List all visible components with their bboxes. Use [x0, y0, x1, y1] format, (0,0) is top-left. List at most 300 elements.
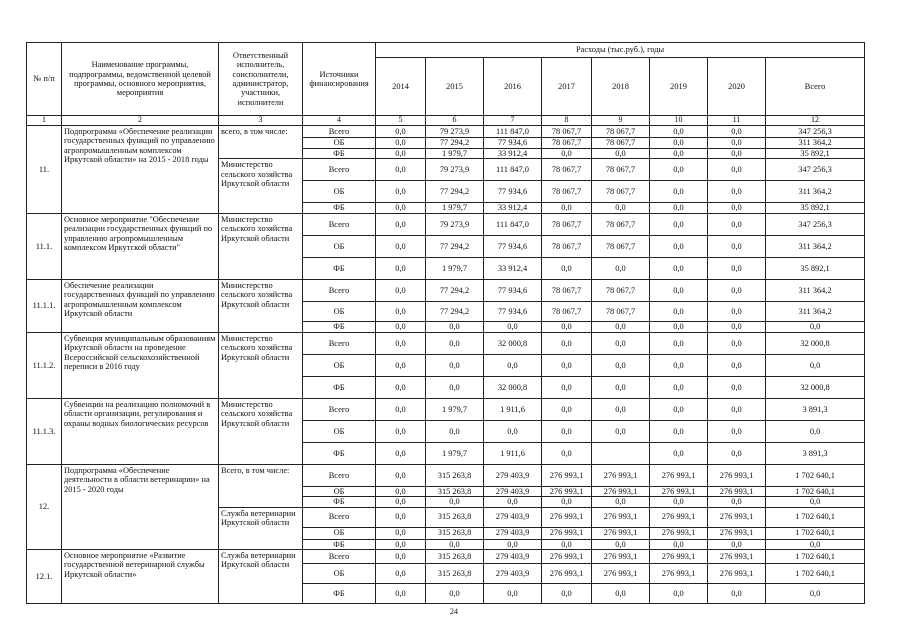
row-value: 0,0: [426, 321, 484, 332]
row-value: 0,0: [542, 442, 592, 464]
row-value: 315 263,8: [426, 564, 484, 584]
row-value: 78 067,7: [542, 181, 592, 203]
row-value: 0,0: [650, 159, 708, 181]
row-value: 78 067,7: [542, 126, 592, 138]
row-value: 32 000,8: [484, 332, 542, 354]
row-value: 276 993,1: [650, 464, 708, 486]
row-value: 0,0: [376, 420, 426, 442]
row-value: 0,0: [376, 203, 426, 213]
column-number: 9: [592, 116, 650, 126]
row-value: 276 993,1: [592, 527, 650, 539]
row-value: 311 364,2: [766, 279, 865, 301]
row-value: 1 979,7: [426, 398, 484, 420]
page-number: 24: [450, 607, 458, 616]
row-value: 78 067,7: [542, 301, 592, 321]
row-value: 0,0: [650, 420, 708, 442]
row-value: [592, 442, 650, 464]
row-value: 0,0: [708, 398, 766, 420]
row-value: 0,0: [484, 321, 542, 332]
row-value: 276 993,1: [650, 564, 708, 584]
row-value: 347 256,3: [766, 159, 865, 181]
row-value: 0,0: [708, 301, 766, 321]
row-value: 79 273,9: [426, 213, 484, 235]
row-value: 32 000,8: [484, 376, 542, 398]
row-source: ФБ: [303, 203, 376, 213]
row-value: 0,0: [650, 126, 708, 138]
row-value: 78 067,7: [542, 213, 592, 235]
row-value: 279 403,9: [484, 486, 542, 496]
row-value: 32 000,8: [766, 376, 865, 398]
row-code: 11.1.1.: [27, 279, 62, 332]
table-row: [27, 550, 865, 564]
row-value: 1 979,7: [426, 149, 484, 159]
row-value: 0,0: [650, 376, 708, 398]
row-value: 0,0: [708, 126, 766, 138]
row-value: 0,0: [592, 584, 650, 604]
column-number: 2: [62, 116, 219, 126]
row-value: 0,0: [708, 203, 766, 213]
row-value: 276 993,1: [708, 527, 766, 539]
row-source: Всего: [303, 332, 376, 354]
row-value: 0,0: [708, 321, 766, 332]
row-value: 1 702 640,1: [766, 486, 865, 496]
row-value: 32 000,8: [766, 332, 865, 354]
row-value: 276 993,1: [708, 507, 766, 527]
row-value: 276 993,1: [650, 486, 708, 496]
row-source: ОБ: [303, 420, 376, 442]
row-value: 0,0: [708, 332, 766, 354]
row-responsible: Министерство сельского хозяйства Иркутской области: [219, 332, 303, 398]
row-source: Всего: [303, 550, 376, 564]
row-value: 0,0: [542, 376, 592, 398]
row-source: Всего: [303, 507, 376, 527]
row-value: 1 979,7: [426, 257, 484, 279]
row-value: 311 364,2: [766, 235, 865, 257]
row-value: 0,0: [650, 497, 708, 507]
row-value: 0,0: [650, 181, 708, 203]
row-source: Всего: [303, 279, 376, 301]
row-value: 78 067,7: [592, 279, 650, 301]
row-value: 78 067,7: [592, 301, 650, 321]
row-value: 0,0: [376, 442, 426, 464]
row-value: 0,0: [592, 332, 650, 354]
row-value: 276 993,1: [708, 550, 766, 564]
row-value: 0,0: [376, 376, 426, 398]
row-source: ОБ: [303, 181, 376, 203]
row-value: 0,0: [650, 398, 708, 420]
header-year: 2015: [426, 58, 484, 116]
row-value: 0,0: [650, 149, 708, 159]
row-value: 0,0: [542, 257, 592, 279]
row-value: 0,0: [376, 550, 426, 564]
row-value: 315 263,8: [426, 550, 484, 564]
row-value: 77 934,6: [484, 181, 542, 203]
row-value: 0,0: [708, 354, 766, 376]
row-value: 0,0: [650, 354, 708, 376]
row-value: 0,0: [542, 332, 592, 354]
row-value: 276 993,1: [542, 507, 592, 527]
row-value: 279 403,9: [484, 464, 542, 486]
row-responsible: Всего, в том числе:: [219, 464, 303, 507]
row-code: 11.1.2.: [27, 332, 62, 398]
row-value: 0,0: [542, 584, 592, 604]
row-value: 0,0: [376, 279, 426, 301]
row-value: 78 067,7: [542, 279, 592, 301]
row-value: 0,0: [376, 126, 426, 138]
row-value: 0,0: [484, 420, 542, 442]
row-value: 0,0: [426, 354, 484, 376]
row-value: 0,0: [708, 181, 766, 203]
row-value: 0,0: [426, 539, 484, 549]
row-value: 0,0: [766, 539, 865, 549]
row-value: 0,0: [376, 564, 426, 584]
row-code: 11.: [27, 126, 62, 214]
row-value: 0,0: [484, 497, 542, 507]
header-num: № п/п: [27, 43, 62, 116]
row-value: 0,0: [426, 376, 484, 398]
row-value: 276 993,1: [650, 507, 708, 527]
row-value: 279 403,9: [484, 527, 542, 539]
row-value: 0,0: [376, 138, 426, 149]
row-source: ФБ: [303, 149, 376, 159]
row-source: Всего: [303, 159, 376, 181]
row-value: 311 364,2: [766, 301, 865, 321]
row-value: 0,0: [542, 203, 592, 213]
row-value: 0,0: [376, 507, 426, 527]
column-number: 6: [426, 116, 484, 126]
row-value: 276 993,1: [592, 550, 650, 564]
row-value: 78 067,7: [592, 138, 650, 149]
row-value: 0,0: [708, 235, 766, 257]
row-value: 0,0: [484, 584, 542, 604]
row-value: 0,0: [376, 332, 426, 354]
row-value: 78 067,7: [592, 235, 650, 257]
header-year: 2019: [650, 58, 708, 116]
row-value: 0,0: [426, 332, 484, 354]
row-value: 0,0: [592, 203, 650, 213]
row-value: 1 702 640,1: [766, 550, 865, 564]
column-number: 8: [542, 116, 592, 126]
row-value: 0,0: [708, 257, 766, 279]
column-number: 12: [766, 116, 865, 126]
row-value: 0,0: [484, 354, 542, 376]
row-value: 315 263,8: [426, 527, 484, 539]
row-value: 1 979,7: [426, 203, 484, 213]
row-responsible: Министерство сельского хозяйства Иркутской области: [219, 279, 303, 332]
row-name: Подпрограмма «Обеспечение реализации государственных функций по управлению агропромышленным комплексом Иркутской области» на 2015 - 2018 годы: [62, 126, 219, 214]
column-number: 11: [708, 116, 766, 126]
row-code: 11.1.: [27, 213, 62, 279]
row-value: 77 934,6: [484, 279, 542, 301]
row-value: 279 403,9: [484, 507, 542, 527]
row-value: 0,0: [376, 539, 426, 549]
row-value: 315 263,8: [426, 507, 484, 527]
row-value: 0,0: [650, 301, 708, 321]
row-value: 0,0: [766, 584, 865, 604]
row-value: 35 892,1: [766, 149, 865, 159]
column-number: 4: [303, 116, 376, 126]
row-value: 0,0: [708, 442, 766, 464]
row-code: 11.1.3.: [27, 398, 62, 464]
row-value: 111 847,0: [484, 126, 542, 138]
row-value: 1 911,6: [484, 398, 542, 420]
row-responsible: Министерство сельского хозяйства Иркутской области: [219, 398, 303, 464]
row-value: 78 067,7: [592, 181, 650, 203]
header-year: 2017: [542, 58, 592, 116]
row-value: 0,0: [376, 354, 426, 376]
row-value: 0,0: [708, 213, 766, 235]
row-source: ОБ: [303, 301, 376, 321]
row-value: 0,0: [650, 213, 708, 235]
row-value: 0,0: [542, 149, 592, 159]
row-source: ФБ: [303, 584, 376, 604]
row-value: 0,0: [650, 138, 708, 149]
row-value: 0,0: [592, 398, 650, 420]
row-value: 0,0: [650, 279, 708, 301]
row-value: 77 294,2: [426, 181, 484, 203]
row-source: ОБ: [303, 527, 376, 539]
row-value: 276 993,1: [650, 527, 708, 539]
row-value: 77 934,6: [484, 235, 542, 257]
row-value: 1 702 640,1: [766, 564, 865, 584]
row-value: 0,0: [766, 321, 865, 332]
row-value: 276 993,1: [542, 550, 592, 564]
column-number: 7: [484, 116, 542, 126]
row-source: ФБ: [303, 497, 376, 507]
row-value: 276 993,1: [650, 550, 708, 564]
row-value: 77 294,2: [426, 235, 484, 257]
row-value: 347 256,3: [766, 213, 865, 235]
row-value: 0,0: [708, 149, 766, 159]
row-value: 347 256,3: [766, 126, 865, 138]
row-value: 3 891,3: [766, 442, 865, 464]
row-value: 276 993,1: [592, 564, 650, 584]
row-name: Подпрограмма «Обеспечение деятельности в области ветеринарии» на 2015 - 2020 годы: [62, 464, 219, 549]
row-value: 276 993,1: [708, 486, 766, 496]
row-value: 78 067,7: [542, 235, 592, 257]
row-value: 33 912,4: [484, 203, 542, 213]
row-value: 276 993,1: [592, 464, 650, 486]
row-value: 311 364,2: [766, 181, 865, 203]
header-expenses: Расходы (тыс.руб.), годы: [376, 43, 865, 58]
row-value: 276 993,1: [542, 464, 592, 486]
row-value: 35 892,1: [766, 257, 865, 279]
row-value: 0,0: [708, 159, 766, 181]
header-year: 2018: [592, 58, 650, 116]
row-value: 0,0: [426, 497, 484, 507]
row-source: ФБ: [303, 257, 376, 279]
row-value: 0,0: [592, 420, 650, 442]
row-value: 0,0: [592, 376, 650, 398]
header-responsible: Ответственный исполнитель, соисполнители, администратор, участники, исполнители: [219, 43, 303, 116]
row-value: 111 847,0: [484, 213, 542, 235]
row-value: 0,0: [542, 398, 592, 420]
row-value: 0,0: [376, 497, 426, 507]
header-year: 2020: [708, 58, 766, 116]
expenses-table: [26, 42, 865, 604]
row-value: 0,0: [592, 149, 650, 159]
row-source: ОБ: [303, 354, 376, 376]
row-value: 276 993,1: [542, 564, 592, 584]
row-value: 0,0: [592, 257, 650, 279]
table-row: [27, 126, 865, 138]
column-number: 5: [376, 116, 426, 126]
row-code: 12.1.: [27, 550, 62, 604]
row-responsible: Служба ветеринарии Иркутской области: [219, 507, 303, 549]
row-value: 3 891,3: [766, 398, 865, 420]
row-value: 0,0: [376, 149, 426, 159]
row-value: 0,0: [376, 321, 426, 332]
row-value: 0,0: [766, 497, 865, 507]
row-value: 0,0: [426, 420, 484, 442]
column-numbers-row: [27, 116, 865, 126]
table-body: [27, 126, 865, 604]
row-value: 0,0: [592, 321, 650, 332]
row-value: 1 911,6: [484, 442, 542, 464]
row-source: Всего: [303, 126, 376, 138]
row-value: 1 702 640,1: [766, 464, 865, 486]
row-value: 1 702 640,1: [766, 507, 865, 527]
row-source: Всего: [303, 398, 376, 420]
row-value: 0,0: [650, 203, 708, 213]
row-value: 0,0: [592, 497, 650, 507]
row-value: 276 993,1: [542, 527, 592, 539]
row-responsible: всего, в том числе:: [219, 126, 303, 159]
row-value: 0,0: [708, 138, 766, 149]
row-value: 0,0: [650, 257, 708, 279]
row-value: 78 067,7: [592, 126, 650, 138]
row-responsible: Служба ветеринарии Иркутской области: [219, 550, 303, 604]
row-value: 0,0: [650, 539, 708, 549]
row-value: 111 847,0: [484, 159, 542, 181]
row-value: 276 993,1: [592, 486, 650, 496]
row-value: 0,0: [650, 442, 708, 464]
row-value: 0,0: [650, 332, 708, 354]
row-value: 0,0: [542, 539, 592, 549]
row-value: 0,0: [542, 420, 592, 442]
row-value: 33 912,4: [484, 257, 542, 279]
row-value: 0,0: [708, 420, 766, 442]
row-source: ОБ: [303, 486, 376, 496]
row-value: 0,0: [766, 420, 865, 442]
row-value: 0,0: [376, 213, 426, 235]
row-value: 0,0: [484, 539, 542, 549]
row-name: Субвенции на реализацию полномочий в области организации, регулирования и охраны водных биологических ресурсов: [62, 398, 219, 464]
row-value: 315 263,8: [426, 464, 484, 486]
row-responsible: Министерство сельского хозяйства Иркутской области: [219, 159, 303, 213]
row-source: Всего: [303, 213, 376, 235]
row-source: Всего: [303, 464, 376, 486]
row-value: 0,0: [376, 257, 426, 279]
table-header: [27, 43, 865, 126]
row-responsible: Министерство сельского хозяйства Иркутской области: [219, 213, 303, 279]
row-value: 0,0: [650, 235, 708, 257]
table-row: [27, 398, 865, 420]
row-value: 77 294,2: [426, 279, 484, 301]
row-source: ФБ: [303, 442, 376, 464]
row-value: 276 993,1: [592, 507, 650, 527]
row-value: 0,0: [592, 539, 650, 549]
row-code: 12.: [27, 464, 62, 549]
table-row: [27, 464, 865, 486]
row-name: Основное мероприятие "Обеспечение реализации государственных функций по управлению агропромышленным комплексом Иркутской области": [62, 213, 219, 279]
row-value: 78 067,7: [542, 138, 592, 149]
row-value: 276 993,1: [708, 564, 766, 584]
row-value: 0,0: [708, 584, 766, 604]
row-value: 0,0: [376, 398, 426, 420]
row-value: 0,0: [376, 159, 426, 181]
row-source: ОБ: [303, 564, 376, 584]
header-year: 2016: [484, 58, 542, 116]
row-value: 78 067,7: [542, 159, 592, 181]
row-value: 0,0: [376, 181, 426, 203]
row-value: 1 702 640,1: [766, 527, 865, 539]
row-name: Субвенция муниципальным образованиям Иркутской области на проведение Всероссийской сельскохозяйственной переписи в 2016 году: [62, 332, 219, 398]
row-source: ФБ: [303, 321, 376, 332]
row-value: 0,0: [376, 486, 426, 496]
row-value: 1 979,7: [426, 442, 484, 464]
row-value: 0,0: [542, 354, 592, 376]
row-name: Основное мероприятие «Развитие государственной ветеринарной службы Иркутской области»: [62, 550, 219, 604]
header-year: 2014: [376, 58, 426, 116]
row-value: 0,0: [376, 301, 426, 321]
row-value: 77 294,2: [426, 138, 484, 149]
row-value: 0,0: [650, 321, 708, 332]
row-source: ОБ: [303, 138, 376, 149]
row-value: 78 067,7: [592, 213, 650, 235]
row-value: 0,0: [708, 497, 766, 507]
table-row: [27, 332, 865, 354]
row-value: 77 934,6: [484, 301, 542, 321]
row-value: 35 892,1: [766, 203, 865, 213]
row-value: 79 273,9: [426, 126, 484, 138]
table-row: [27, 279, 865, 301]
row-value: 0,0: [766, 354, 865, 376]
header-name: Наименование программы, подпрограммы, ведомственной целевой программы, основного мероприятия, мероприятия: [62, 43, 219, 116]
row-value: 0,0: [376, 235, 426, 257]
row-value: 0,0: [592, 354, 650, 376]
row-value: 279 403,9: [484, 564, 542, 584]
row-value: 0,0: [650, 584, 708, 604]
row-value: 0,0: [376, 527, 426, 539]
row-source: ОБ: [303, 235, 376, 257]
row-value: 276 993,1: [708, 464, 766, 486]
row-value: 0,0: [376, 584, 426, 604]
row-value: 77 294,2: [426, 301, 484, 321]
header-sources: Источники финансирования: [303, 43, 376, 116]
row-value: 276 993,1: [542, 486, 592, 496]
column-number: 10: [650, 116, 708, 126]
row-value: 79 273,9: [426, 159, 484, 181]
column-number: 3: [219, 116, 303, 126]
table-row: [27, 213, 865, 235]
row-value: 0,0: [426, 584, 484, 604]
header-total: Всего: [766, 58, 865, 116]
row-value: 77 934,6: [484, 138, 542, 149]
row-value: 0,0: [376, 464, 426, 486]
row-value: 0,0: [542, 321, 592, 332]
row-name: Обеспечение реализации государственных функций по управлению агропромышленным комплексом Иркутской области: [62, 279, 219, 332]
row-source: ФБ: [303, 539, 376, 549]
row-value: 315 263,8: [426, 486, 484, 496]
row-value: 33 912,4: [484, 149, 542, 159]
row-value: 279 403,9: [484, 550, 542, 564]
row-value: 0,0: [708, 279, 766, 301]
row-value: 0,0: [708, 376, 766, 398]
column-number: 1: [27, 116, 62, 126]
row-value: 0,0: [708, 539, 766, 549]
row-value: 0,0: [542, 497, 592, 507]
